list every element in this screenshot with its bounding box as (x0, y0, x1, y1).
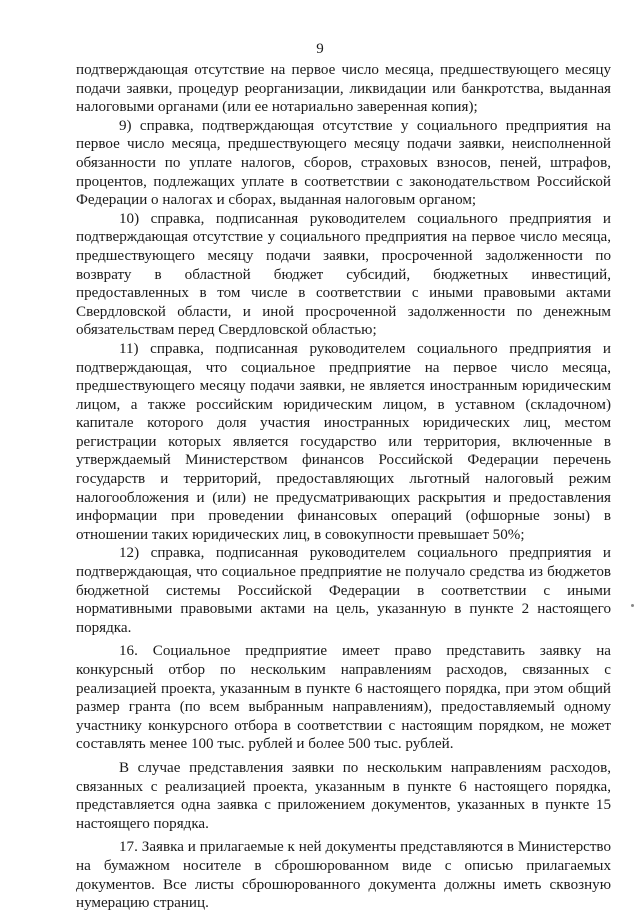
paragraph-continuation: подтверждающая отсутствие на первое число месяца, предшествующего месяцу подачи заявки, процедур реорганизации, ликвидации или банкротства, выданная налоговыми органами (или ее нотариально заверенная копия); (76, 62, 611, 116)
paragraph-item-12: 12) справка, подписанная руководителем социального предприятия и подтверждающая, что социальное предприятие не получало средства из бюджетов бюджетной системы Российской Федерации в соответствии с иными нормативными правовыми актами на цель, указанную в пункте 2 настоящего порядка. (76, 545, 611, 636)
paragraph-item-11: 11) справка, подписанная руководителем социального предприятия и подтверждающая, что социальное предприятие на первое число месяца, предшествующего месяцу подачи заявки, не является иностранным юридическим лицом, а также российским юридическим лицом, в уставном (складочном) капитале которого доля участия иностранных юридических лиц, местом регистрации которых является государство или территория, включенные в утверждаемый Министерством финансов Российской Федерации перечень государств и территорий, предоставляющих льготный налоговый режим налогообложения и (или) не предусматривающих раскрытия и предоставления информации при проведении финансовых операций (офшорные зоны) в отношении таких юридических лиц, в совокупности превышает 50%; (76, 340, 611, 543)
paragraph-section-16: 16. Социальное предприятие имеет право представить заявку на конкурсный отбор по нескольким направлениям расходов, связанных с реализацией проекта, указанным в пункте 6 настоящего порядка, при этом общий размер гранта (по всем выбранным направлениям), предоставляемый одному участнику конкурсного отбора в соответствии с настоящим порядком, не может составлять менее 100 тыс. рублей и более 500 тыс. рублей. (76, 643, 611, 753)
page-number: 9 (316, 41, 324, 57)
paragraph-multiple-directions: В случае представления заявки по нескольким направлениям расходов, связанных с реализацией проекта, указанным в пункте 6 настоящего порядка, представляется одна заявка с приложением документов, указанных в пункте 15 настоящего порядка. (76, 759, 611, 832)
paragraph-section-17: 17. Заявка и прилагаемые к ней документы представляются в Министерство на бумажном носителе в сброшюрованном виде с описью прилагаемых документов. Все листы сброшюрованного документа должны иметь сквозную нумерацию страниц. (76, 839, 611, 912)
scan-speck (631, 604, 634, 607)
document-body (76, 61, 611, 913)
paragraph-item-10: 10) справка, подписанная руководителем социального предприятия и подтверждающая отсутствие у социального предприятия на первое число месяца, предшествующего месяцу подачи заявки, просроченной задолженности по возврату в областной бюджет субсидий, бюджетных инвестиций, предоставленных в том числе в соответствии с иными правовыми актами Свердловской области, и иной просроченной задолженности по денежным обязательствам перед Свердловской областью; (76, 210, 611, 339)
paragraph-item-9: 9) справка, подтверждающая отсутствие у социального предприятия на первое число месяца, предшествующего месяцу подачи заявки, неисполненной обязанности по уплате налогов, сборов, страховых взносов, пеней, штрафов, процентов, подлежащих уплате в соответствии с законодательством Российской Федерации о налогах и сборах, выданная налоговым органом; (76, 117, 611, 209)
